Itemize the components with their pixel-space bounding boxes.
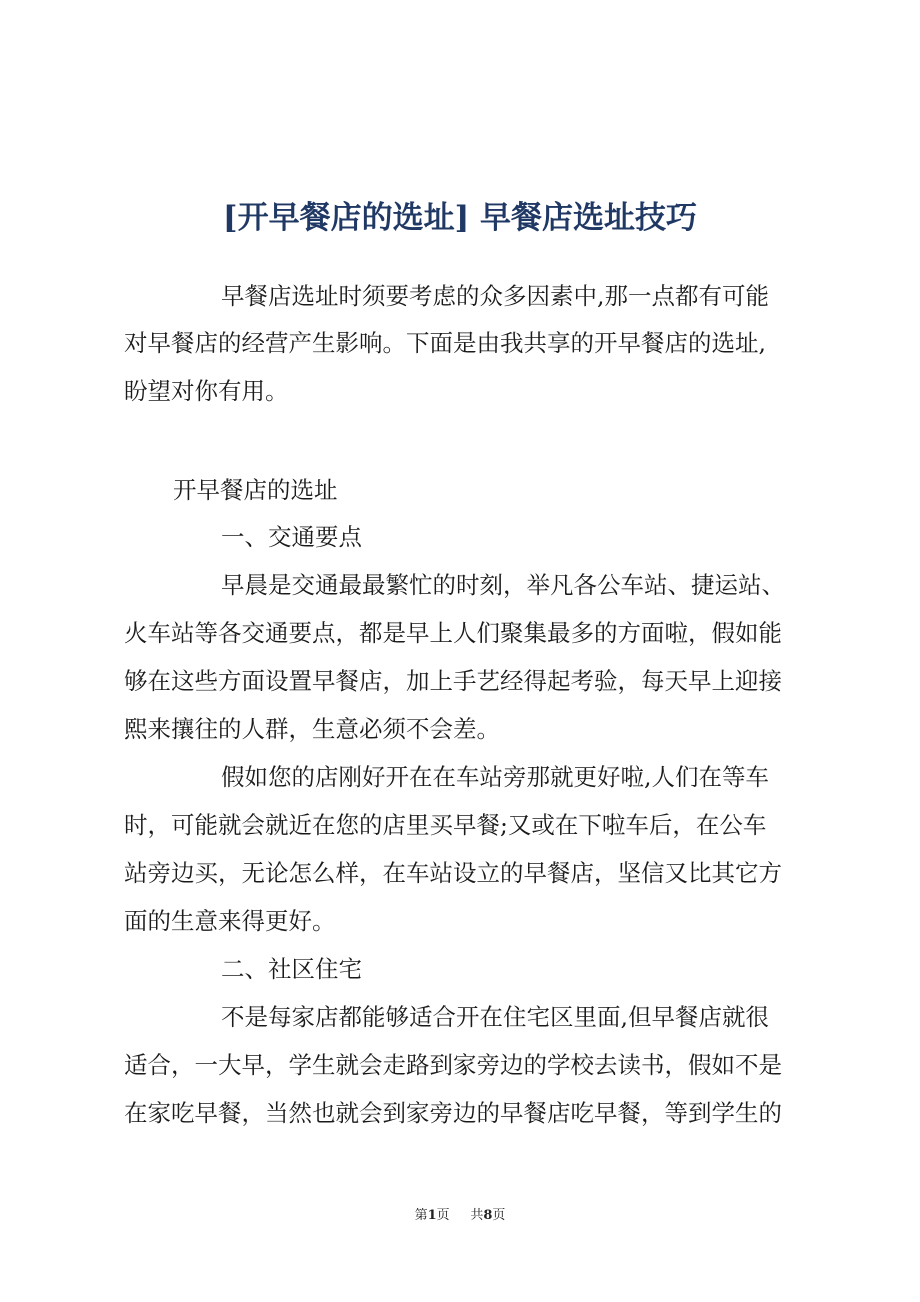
page-footer (0, 1206, 920, 1226)
footer-page-number: 1 (427, 1208, 437, 1223)
footer-total-prefix: 共 (470, 1208, 484, 1223)
paragraph-line: 不是每家店都能够适合开在住宅区里面,但早餐店就很 (221, 1003, 769, 1031)
subsection-heading: 二、社区住宅 (221, 955, 362, 983)
paragraph-line: 站旁边买，无论怎么样，在车站设立的早餐店，坚信又比其它方 (124, 859, 782, 887)
paragraph-line: 适合，一大早，学生就会走路到家旁边的学校去读书，假如不是 (124, 1051, 782, 1079)
footer-total-suffix: 页 (492, 1208, 506, 1223)
paragraph-line: 熙来攘往的人群，生意必须不会差。 (124, 715, 500, 743)
section-heading: 开早餐店的选址 (173, 476, 338, 504)
footer-page-suffix: 页 (436, 1208, 450, 1223)
footer-prefix: 第 (414, 1208, 428, 1223)
paragraph-line: 对早餐店的经营产生影响。下面是由我共享的开早餐店的选址, (124, 329, 766, 357)
document-title: [开早餐店的选址] 早餐店选址技巧 (222, 200, 698, 236)
paragraph-line: 时，可能就会就近在您的店里买早餐;又或在下啦车后，在公车 (124, 811, 767, 839)
paragraph-line: 在家吃早餐，当然也就会到家旁边的早餐店吃早餐，等到学生的 (124, 1099, 782, 1127)
paragraph-line: 面的生意来得更好。 (124, 907, 336, 935)
paragraph-line: 盼望对你有用。 (124, 377, 289, 405)
footer-total-pages: 8 (483, 1208, 493, 1223)
paragraph-line: 够在这些方面设置早餐店，加上手艺经得起考验，每天早上迎接 (124, 667, 782, 695)
paragraph-line: 假如您的店刚好开在在车站旁那就更好啦,人们在等车 (221, 763, 769, 791)
paragraph-line: 火车站等各交通要点，都是早上人们聚集最多的方面啦，假如能 (124, 619, 782, 647)
paragraph-line: 早餐店选址时须要考虑的众多因素中,那一点都有可能 (221, 282, 769, 310)
paragraph-line: 早晨是交通最最繁忙的时刻，举凡各公车站、捷运站、 (221, 571, 785, 599)
subsection-heading: 一、交通要点 (221, 523, 362, 551)
